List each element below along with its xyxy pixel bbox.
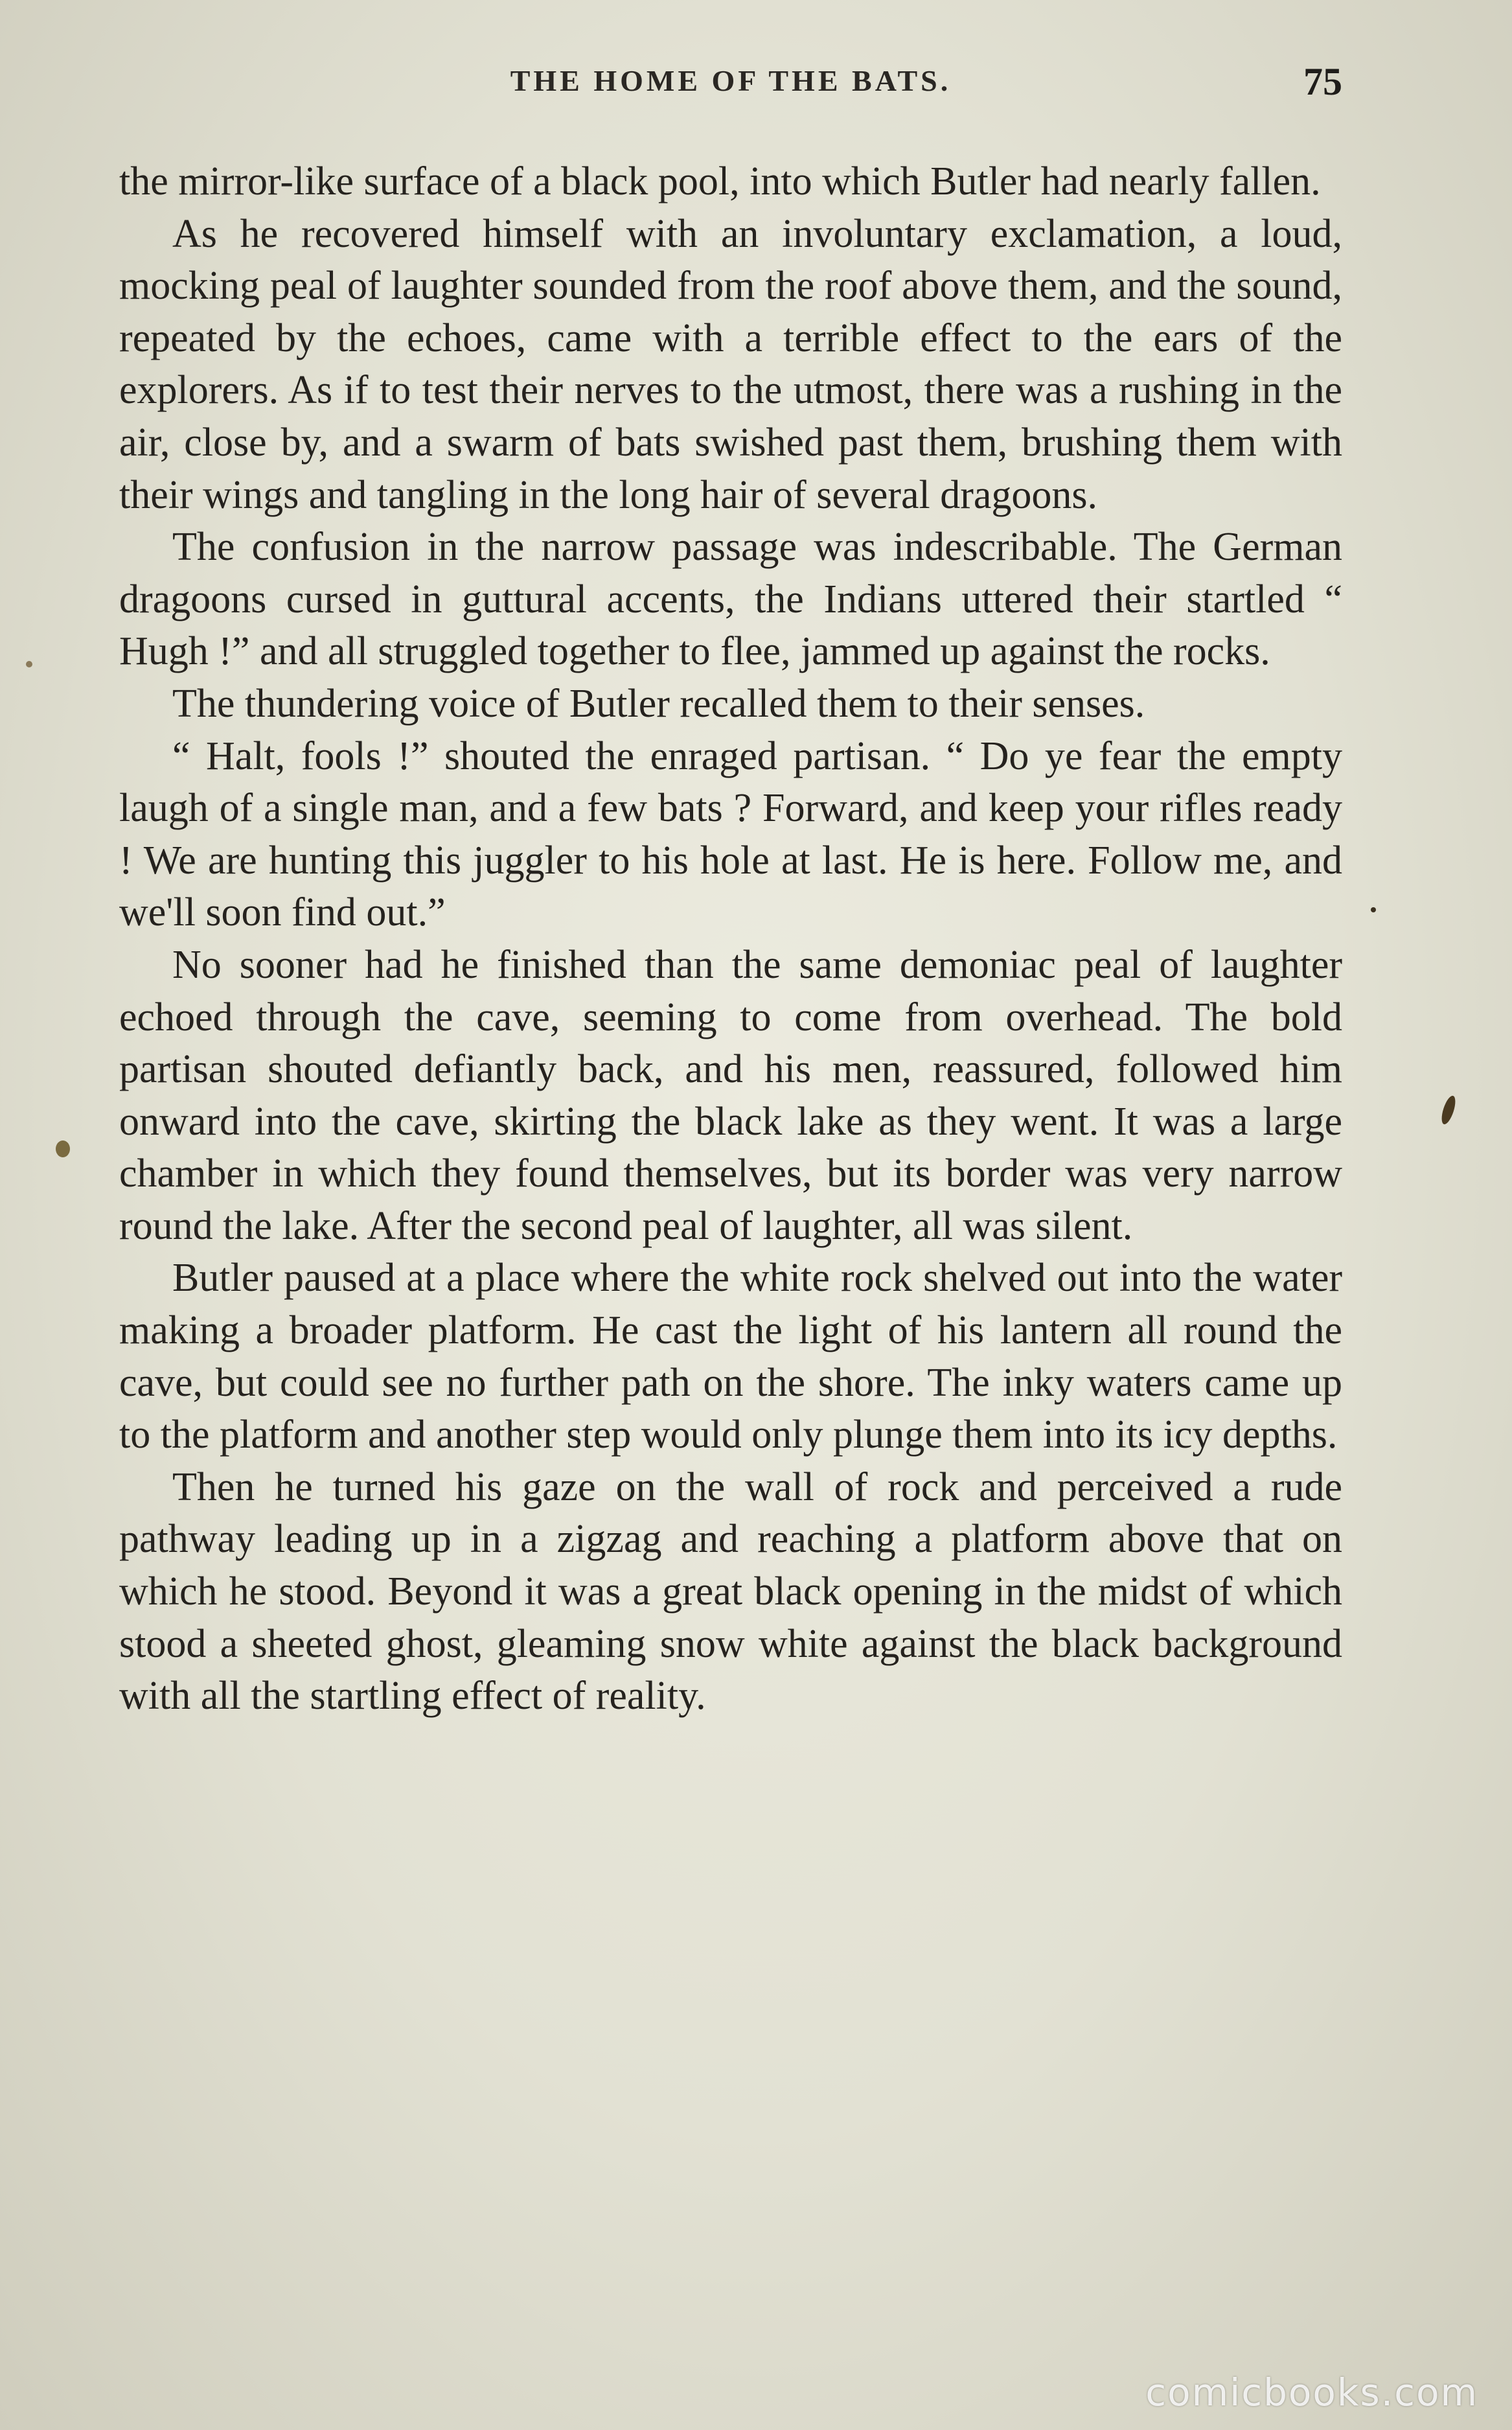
paper-speck — [26, 661, 32, 667]
paragraph: Butler paused at a place where the white rock shelved out into the water making a broader platform. He cast the light of his lantern all round the cave, but could see no further path on the shore. The inky waters came up to the platform and another step would only plunge them into its icy depths. — [119, 1256, 1342, 1457]
paragraph: “ Halt, fools !” shouted the enraged partisan. “ Do ye fear the empty laugh of a single man, and a few bats ? Forward, and keep your rifles ready ! We are hunting this juggler to his hole at last. He is here. Follow me, and we'll soon find out.” — [119, 734, 1342, 935]
paragraph: the mirror-like surface of a black pool, into which Butler had nearly fallen. — [119, 159, 1321, 203]
site-watermark: comicbooks.com — [1145, 2370, 1478, 2414]
paper-speck — [56, 1140, 70, 1157]
paragraph: The confusion in the narrow passage was indescribable. The German dragoons cursed in guttural accents, the Indians uttered their startled “ Hugh !” and all struggled together to flee, jammed up against the rocks. — [119, 525, 1342, 674]
paragraph: Then he turned his gaze on the wall of rock and perceived a rude pathway leading up in a zigzag and reaching a platform above that on which he stood. Beyond it was a great black opening in the midst of which stood a sheeted ghost, gleaming snow white against the black background with all the startling effect of reality. — [119, 1464, 1342, 1718]
paragraph: No sooner had he finished than the same demoniac peal of laughter echoed through the cave, seeming to come from overhead. The bold partisan shouted defiantly back, and his men, reassured, followed him onward into the cave, skirting the black lake as they went. It was a large chamber in which they found themselves, but its border was very narrow round the lake. After the second peal of laughter, all was silent. — [119, 942, 1342, 1248]
paper-speck — [1439, 1094, 1458, 1126]
body-text — [119, 156, 1342, 1722]
running-head: THE HOME OF THE BATS. — [510, 64, 952, 97]
paragraph: The thundering voice of Butler recalled them to their senses. — [172, 681, 1145, 726]
paragraph: As he recovered himself with an involuntary exclamation, a loud, mocking peal of laughter sounded from the roof above them, and the sound, repeated by the echoes, came with a terrible effect to the ears of the explorers. As if to test their nerves to the utmost, there was a rushing in the air, close by, and a swarm of bats swished past them, brushing them with their wings and tangling in the long hair of several dragoons. — [119, 211, 1342, 517]
page-number: 75 — [1303, 60, 1342, 103]
paper-speck — [1371, 907, 1376, 912]
page-header — [119, 60, 1342, 111]
